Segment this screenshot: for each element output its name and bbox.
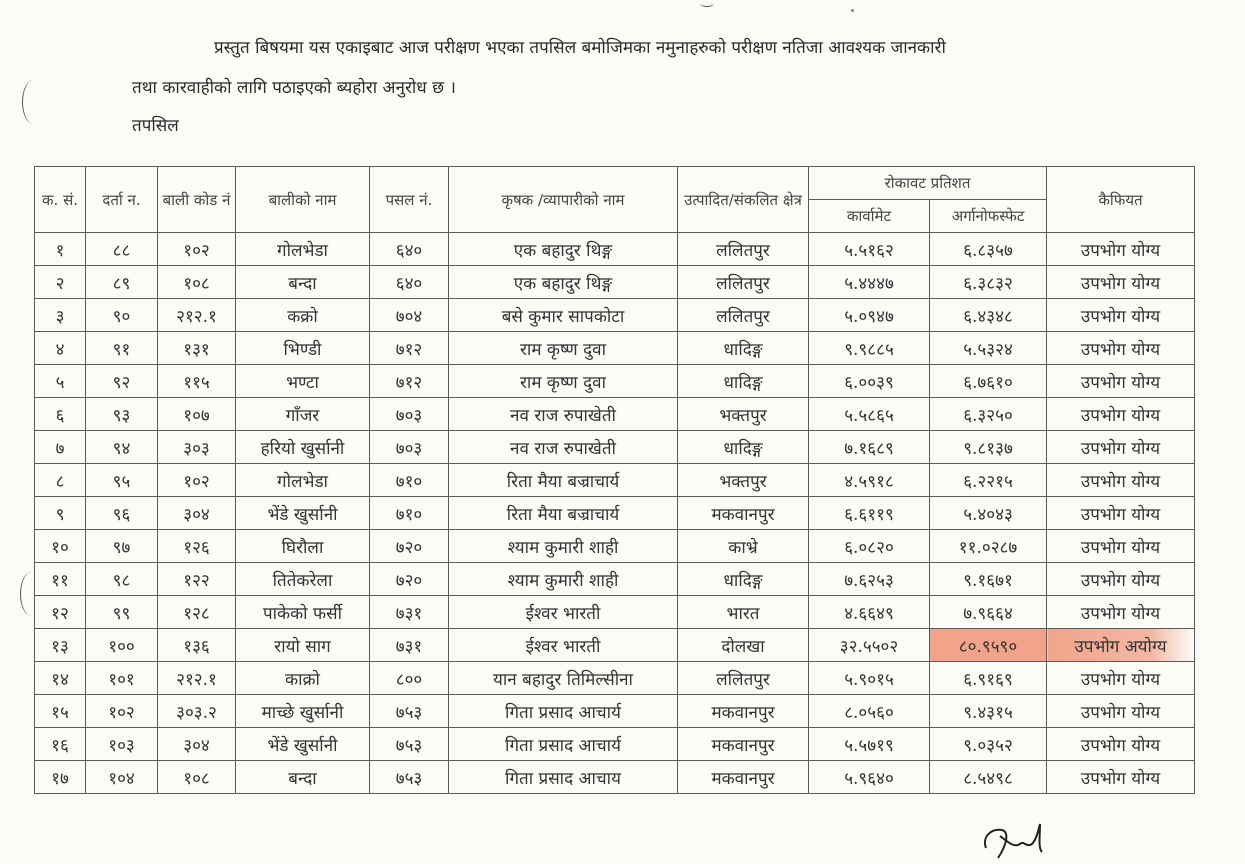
cell-reg-no: १००: [86, 629, 158, 662]
cell-shop-no: ७३१: [370, 596, 449, 629]
cell-reg-no: ८८: [86, 233, 158, 266]
header-organophosphate: अर्गानोफस्फेट: [930, 200, 1047, 233]
cell-reg-no: १०३: [86, 728, 158, 761]
cell-remarks: उपभोग योग्य: [1047, 761, 1195, 794]
cell-sn: १०: [35, 530, 86, 563]
header-shop-no: पसल नं.: [370, 167, 449, 233]
cell-organophosphate: ५.४०४३: [930, 497, 1047, 530]
cell-crop-code: १०२: [158, 464, 236, 497]
table-row: [35, 530, 1195, 563]
cell-shop-no: ७१२: [370, 332, 449, 365]
header-carbamate: कार्वामेट: [809, 200, 930, 233]
cell-area: ललितपुर: [678, 662, 809, 695]
cell-area: दोलखा: [678, 629, 809, 662]
cell-shop-no: ८००: [370, 662, 449, 695]
cell-sn: ९: [35, 497, 86, 530]
cell-organophosphate: ९.४३१५: [930, 695, 1047, 728]
cell-sn: २: [35, 266, 86, 299]
table-row: [35, 629, 1195, 662]
intro-line-2: तथा कारवाहीको लागि पठाइएको ब्यहोरा अनुरोध छ ।: [132, 78, 456, 98]
cell-shop-no: ७५३: [370, 728, 449, 761]
header-sn: क. सं.: [35, 167, 86, 233]
cell-remarks: उपभोग योग्य: [1047, 464, 1195, 497]
cell-sn: ४: [35, 332, 86, 365]
cell-farmer: यान बहादुर तिमिल्सीना: [449, 662, 678, 695]
cell-sn: १७: [35, 761, 86, 794]
cell-crop-code: १३१: [158, 332, 236, 365]
cell-area: मकवानपुर: [678, 761, 809, 794]
cell-farmer: नव राज रुपाखेती: [449, 431, 678, 464]
cell-organophosphate: ६.२२१५: [930, 464, 1047, 497]
cell-farmer: राम कृष्ण दुवा: [449, 365, 678, 398]
cell-crop-code: ३०४: [158, 497, 236, 530]
header-reg-no: दर्ता न.: [86, 167, 158, 233]
cell-remarks: उपभोग अयोग्य: [1047, 629, 1195, 662]
cell-organophosphate: ६.८३५७: [930, 233, 1047, 266]
cell-crop-code: ११५: [158, 365, 236, 398]
cell-carbamate: ७.६२५३: [809, 563, 930, 596]
table-row: [35, 233, 1195, 266]
cell-sn: ६: [35, 398, 86, 431]
cell-sn: १२: [35, 596, 86, 629]
table-row: [35, 596, 1195, 629]
cell-carbamate: ५.९०१५: [809, 662, 930, 695]
cell-shop-no: ७५३: [370, 695, 449, 728]
cell-crop-code: ३०३.२: [158, 695, 236, 728]
cell-remarks: उपभोग योग्य: [1047, 233, 1195, 266]
cell-shop-no: ७०३: [370, 431, 449, 464]
pen-mark: [700, 0, 714, 7]
cell-organophosphate: ९.१६७१: [930, 563, 1047, 596]
cell-crop-name: गोलभेडा: [236, 233, 370, 266]
table-row: [35, 497, 1195, 530]
margin-pen-mark: [22, 80, 45, 124]
cell-crop-name: भेंडे खुर्सानी: [236, 728, 370, 761]
cell-reg-no: ९६: [86, 497, 158, 530]
cell-shop-no: ७०४: [370, 299, 449, 332]
cell-shop-no: ७१२: [370, 365, 449, 398]
header-crop-code: बाली कोड नं: [158, 167, 236, 233]
cell-carbamate: ६.००३९: [809, 365, 930, 398]
cell-area: धादिङ्ग: [678, 332, 809, 365]
cell-organophosphate: ८०.९५९०: [930, 629, 1047, 662]
cell-area: भारत: [678, 596, 809, 629]
cell-shop-no: ७२०: [370, 563, 449, 596]
cell-crop-code: १०२: [158, 233, 236, 266]
cell-remarks: उपभोग योग्य: [1047, 596, 1195, 629]
table-row: [35, 398, 1195, 431]
cell-reg-no: ९८: [86, 563, 158, 596]
cell-carbamate: ८.०५६०: [809, 695, 930, 728]
intro-paragraph: [132, 28, 1172, 108]
cell-area: भक्तपुर: [678, 464, 809, 497]
cell-reg-no: १०४: [86, 761, 158, 794]
cell-carbamate: ६.६११९: [809, 497, 930, 530]
cell-remarks: उपभोग योग्य: [1047, 266, 1195, 299]
cell-crop-code: १०८: [158, 761, 236, 794]
cell-crop-code: ३०३: [158, 431, 236, 464]
cell-area: ललितपुर: [678, 299, 809, 332]
cell-sn: ८: [35, 464, 86, 497]
cell-shop-no: ६४०: [370, 233, 449, 266]
cell-crop-code: १२८: [158, 596, 236, 629]
cell-remarks: उपभोग योग्य: [1047, 530, 1195, 563]
cell-crop-code: १३६: [158, 629, 236, 662]
results-table: [34, 166, 1195, 794]
cell-farmer: गिता प्रसाद आचार्य: [449, 728, 678, 761]
cell-shop-no: ७५३: [370, 761, 449, 794]
cell-organophosphate: ७.९६६४: [930, 596, 1047, 629]
cell-crop-code: २१२.१: [158, 299, 236, 332]
cell-carbamate: ५.९६४०: [809, 761, 930, 794]
cell-shop-no: ७३१: [370, 629, 449, 662]
section-heading: तपसिल: [132, 116, 179, 136]
cell-sn: ५: [35, 365, 86, 398]
cell-carbamate: ४.६६४९: [809, 596, 930, 629]
cell-reg-no: ९०: [86, 299, 158, 332]
cell-carbamate: ३२.५५०२: [809, 629, 930, 662]
cell-shop-no: ७०३: [370, 398, 449, 431]
cell-reg-no: १०२: [86, 695, 158, 728]
cell-sn: ३: [35, 299, 86, 332]
cell-area: धादिङ्ग: [678, 365, 809, 398]
cell-reg-no: ९४: [86, 431, 158, 464]
cell-carbamate: ५.५७१९: [809, 728, 930, 761]
cell-crop-name: पाकेको फर्सी: [236, 596, 370, 629]
cell-crop-name: गोलभेडा: [236, 464, 370, 497]
cell-farmer: गिता प्रसाद आचार्य: [449, 695, 678, 728]
cell-crop-code: १०७: [158, 398, 236, 431]
cell-crop-name: माच्छे खुर्सानी: [236, 695, 370, 728]
cell-crop-name: भिण्डी: [236, 332, 370, 365]
cell-area: ललितपुर: [678, 233, 809, 266]
signature: [980, 818, 1060, 864]
table-row: [35, 464, 1195, 497]
cell-sn: १६: [35, 728, 86, 761]
cell-carbamate: ५.०९४७: [809, 299, 930, 332]
header-inhibition: रोकावट प्रतिशत: [809, 167, 1047, 200]
cell-sn: १: [35, 233, 86, 266]
cell-organophosphate: ९.०३५२: [930, 728, 1047, 761]
cell-reg-no: ८९: [86, 266, 158, 299]
cell-farmer: ईश्वर भारती: [449, 629, 678, 662]
cell-organophosphate: ९.८१३७: [930, 431, 1047, 464]
cell-sn: १४: [35, 662, 86, 695]
cell-shop-no: ६४०: [370, 266, 449, 299]
cell-sn: ११: [35, 563, 86, 596]
table-row: [35, 332, 1195, 365]
cell-remarks: उपभोग योग्य: [1047, 728, 1195, 761]
cell-farmer: श्याम कुमारी शाही: [449, 563, 678, 596]
cell-remarks: उपभोग योग्य: [1047, 365, 1195, 398]
cell-carbamate: ५.५८६५: [809, 398, 930, 431]
cell-farmer: एक बहादुर थिङ्ग: [449, 233, 678, 266]
header-farmer: कृषक /व्यापारीको नाम: [449, 167, 678, 233]
cell-remarks: उपभोग योग्य: [1047, 695, 1195, 728]
table-row: [35, 662, 1195, 695]
cell-farmer: रिता मैया बज्राचार्य: [449, 497, 678, 530]
cell-crop-name: घिरौला: [236, 530, 370, 563]
cell-crop-name: बन्दा: [236, 761, 370, 794]
cell-sn: १५: [35, 695, 86, 728]
cell-shop-no: ७१०: [370, 464, 449, 497]
table-row: [35, 365, 1195, 398]
cell-crop-name: भेंडे खुर्सानी: [236, 497, 370, 530]
header-area: उत्पादित/संकलित क्षेत्र: [678, 167, 809, 233]
cell-area: मकवानपुर: [678, 728, 809, 761]
cell-crop-name: तितेकरेला: [236, 563, 370, 596]
cell-remarks: उपभोग योग्य: [1047, 332, 1195, 365]
cell-crop-code: १२६: [158, 530, 236, 563]
cell-organophosphate: ११.०२८७: [930, 530, 1047, 563]
cell-crop-code: ३०४: [158, 728, 236, 761]
cell-crop-name: कक्रो: [236, 299, 370, 332]
cell-area: भक्तपुर: [678, 398, 809, 431]
cell-crop-name: काक्रो: [236, 662, 370, 695]
cell-organophosphate: ६.७६१०: [930, 365, 1047, 398]
cell-carbamate: ५.४४४७: [809, 266, 930, 299]
cell-organophosphate: ६.३२५०: [930, 398, 1047, 431]
cell-reg-no: ९२: [86, 365, 158, 398]
cell-farmer: गिता प्रसाद आचाय: [449, 761, 678, 794]
cell-crop-name: भण्टा: [236, 365, 370, 398]
cell-farmer: रिता मैया बज्राचार्य: [449, 464, 678, 497]
table-row: [35, 728, 1195, 761]
cell-crop-name: हरियो खुर्सानी: [236, 431, 370, 464]
cell-remarks: उपभोग योग्य: [1047, 398, 1195, 431]
cell-organophosphate: ८.५४९८: [930, 761, 1047, 794]
table-row: [35, 299, 1195, 332]
cell-crop-name: बन्दा: [236, 266, 370, 299]
table-row: [35, 431, 1195, 464]
cell-carbamate: ४.५९१८: [809, 464, 930, 497]
cell-crop-name: गाँजर: [236, 398, 370, 431]
cell-remarks: उपभोग योग्य: [1047, 299, 1195, 332]
cell-farmer: श्याम कुमारी शाही: [449, 530, 678, 563]
cell-carbamate: ६.०८२०: [809, 530, 930, 563]
cell-organophosphate: ६.९१६९: [930, 662, 1047, 695]
cell-carbamate: ९.९८८५: [809, 332, 930, 365]
cell-farmer: बसे कुमार सापकोटा: [449, 299, 678, 332]
cell-area: काभ्रे: [678, 530, 809, 563]
cell-sn: ७: [35, 431, 86, 464]
cell-shop-no: ७१०: [370, 497, 449, 530]
table-row: [35, 761, 1195, 794]
cell-area: धादिङ्ग: [678, 563, 809, 596]
cell-reg-no: १०१: [86, 662, 158, 695]
header-crop-name: बालीको नाम: [236, 167, 370, 233]
cell-crop-code: २१२.१: [158, 662, 236, 695]
cell-crop-name: रायो साग: [236, 629, 370, 662]
intro-line-1: प्रस्तुत बिषयमा यस एकाइबाट आज परीक्षण भएका तपसिल बमोजिमका नमुनाहरुको परीक्षण नतिजा आवश्यक जानकारी: [214, 38, 946, 58]
cell-shop-no: ७२०: [370, 530, 449, 563]
cell-reg-no: ९९: [86, 596, 158, 629]
cell-carbamate: ५.५१६२: [809, 233, 930, 266]
table-row: [35, 695, 1195, 728]
speck: [851, 9, 854, 12]
cell-farmer: नव राज रुपाखेती: [449, 398, 678, 431]
cell-sn: १३: [35, 629, 86, 662]
header-remarks: कैफियत: [1047, 167, 1195, 233]
cell-reg-no: ९५: [86, 464, 158, 497]
cell-farmer: एक बहादुर थिङ्ग: [449, 266, 678, 299]
cell-organophosphate: ६.३८३२: [930, 266, 1047, 299]
cell-crop-code: १२२: [158, 563, 236, 596]
cell-reg-no: ९७: [86, 530, 158, 563]
cell-crop-code: १०८: [158, 266, 236, 299]
cell-area: मकवानपुर: [678, 497, 809, 530]
cell-carbamate: ७.१६८९: [809, 431, 930, 464]
cell-area: मकवानपुर: [678, 695, 809, 728]
table-row: [35, 266, 1195, 299]
cell-reg-no: ९३: [86, 398, 158, 431]
cell-area: धादिङ्ग: [678, 431, 809, 464]
cell-organophosphate: ५.५३२४: [930, 332, 1047, 365]
cell-farmer: राम कृष्ण दुवा: [449, 332, 678, 365]
cell-remarks: उपभोग योग्य: [1047, 431, 1195, 464]
cell-remarks: उपभोग योग्य: [1047, 563, 1195, 596]
cell-organophosphate: ६.४३४८: [930, 299, 1047, 332]
cell-area: ललितपुर: [678, 266, 809, 299]
cell-remarks: उपभोग योग्य: [1047, 662, 1195, 695]
table-row: [35, 563, 1195, 596]
cell-remarks: उपभोग योग्य: [1047, 497, 1195, 530]
cell-farmer: ईश्वर भारती: [449, 596, 678, 629]
cell-reg-no: ९१: [86, 332, 158, 365]
